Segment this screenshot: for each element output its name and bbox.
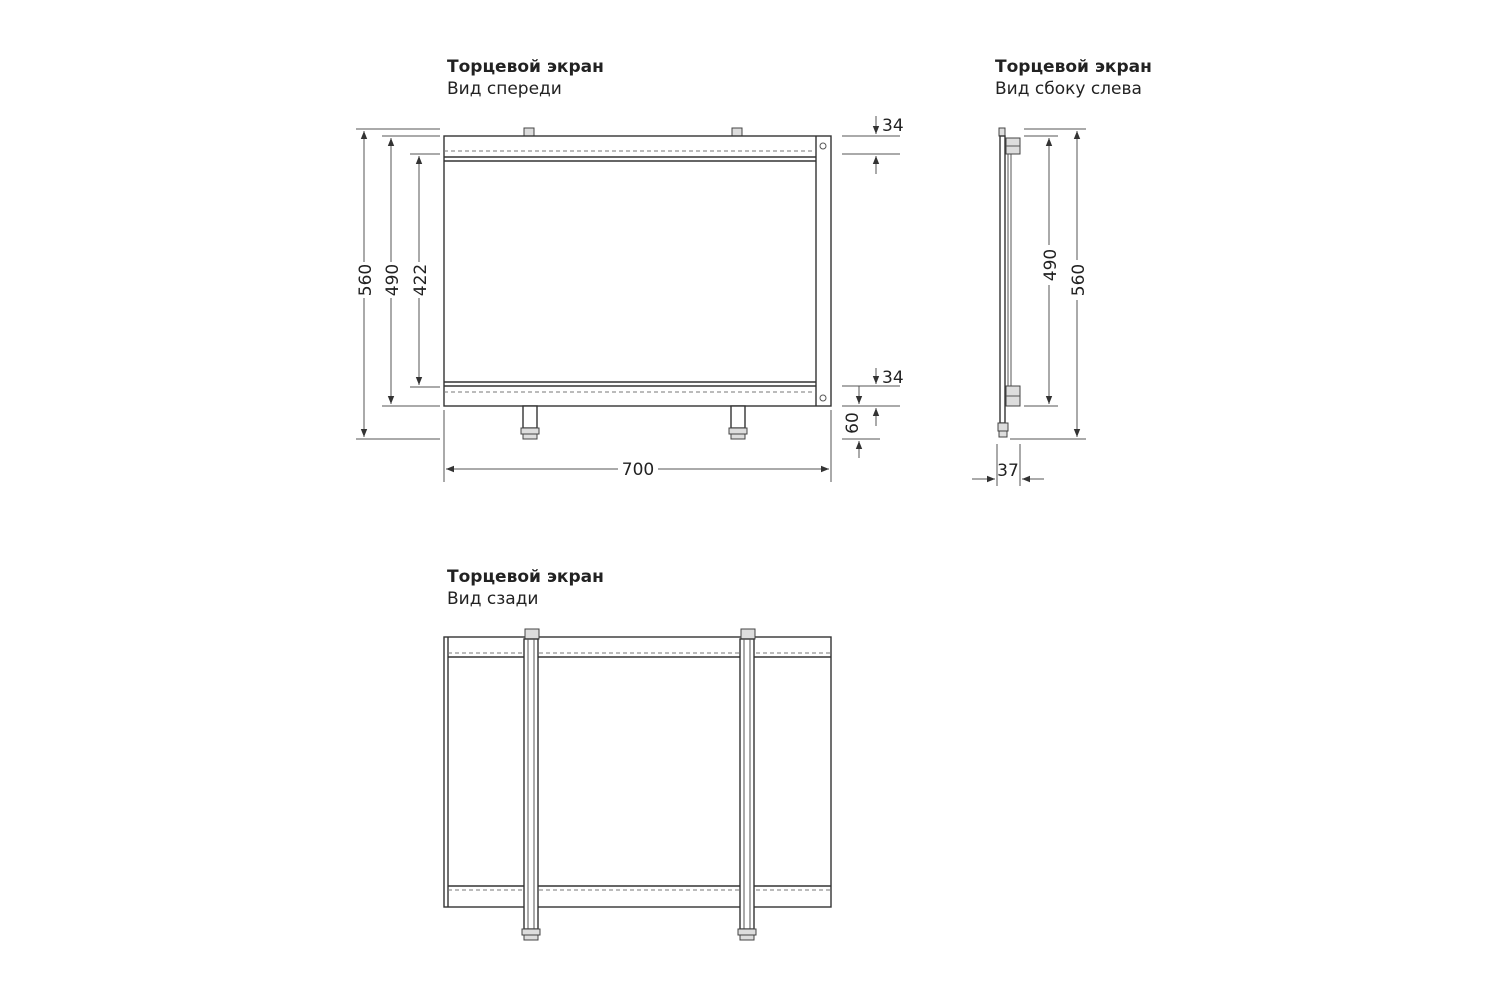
dim-front-422: 422 xyxy=(411,263,431,297)
front-panel xyxy=(444,136,831,406)
back-panel xyxy=(444,637,831,907)
side-panel xyxy=(1000,136,1005,423)
back-view-title: Торцевой экран xyxy=(447,567,604,587)
dim-side-560: 560 xyxy=(1069,263,1089,297)
front-view-title: Торцевой экран xyxy=(447,57,604,77)
back-view-subtitle: Вид сзади xyxy=(447,589,539,609)
dim-front-34-top: 34 xyxy=(882,116,904,136)
dim-front-560: 560 xyxy=(356,263,376,297)
dim-side-37: 37 xyxy=(997,461,1019,481)
back-support-right xyxy=(740,639,754,929)
dim-front-490: 490 xyxy=(383,263,403,297)
dim-front-60: 60 xyxy=(843,412,863,434)
side-view xyxy=(972,57,1152,486)
side-view-subtitle: Вид сбоку слева xyxy=(995,79,1142,99)
back-support-left xyxy=(524,639,538,929)
front-view xyxy=(355,57,904,482)
back-view xyxy=(444,567,831,940)
dim-front-34-bottom: 34 xyxy=(882,368,904,388)
dim-front-700: 700 xyxy=(621,460,655,480)
side-view-title: Торцевой экран xyxy=(995,57,1152,77)
dim-side-490: 490 xyxy=(1041,248,1061,282)
front-view-subtitle: Вид спереди xyxy=(447,79,562,99)
